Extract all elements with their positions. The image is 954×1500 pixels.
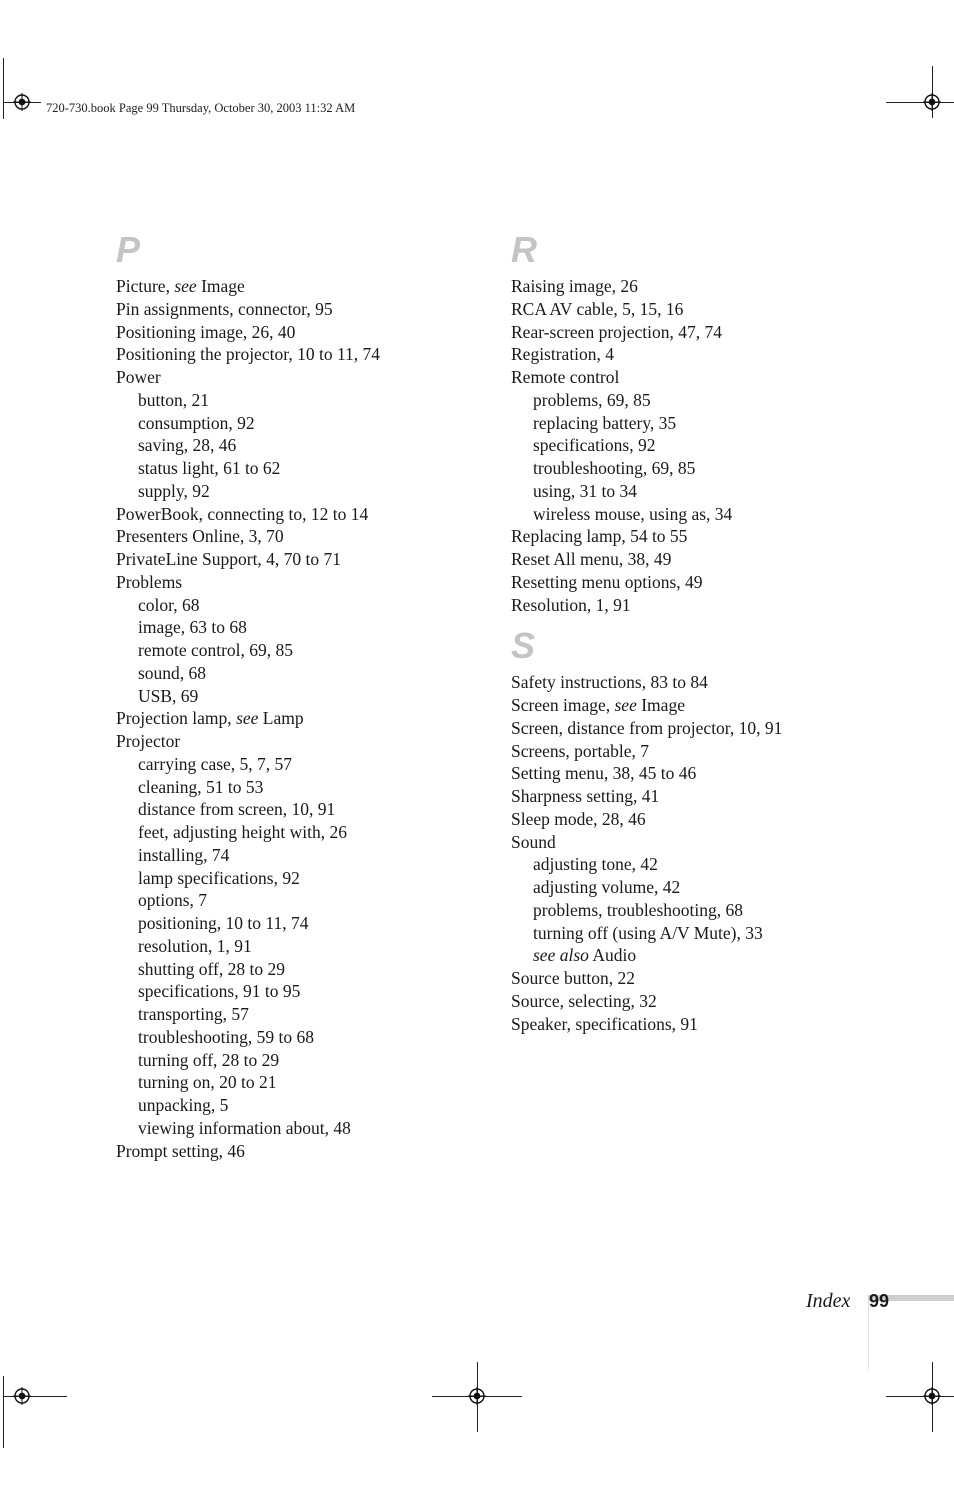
entry-text: options, 7: [138, 890, 208, 911]
index-subentry: [116, 1026, 496, 1049]
entry-text: specifications, 91 to 95: [138, 981, 301, 1002]
index-entry: [511, 990, 931, 1013]
index-entry: [116, 366, 496, 389]
entry-text: Pin assignments, connector, 95: [116, 298, 333, 319]
index-subentry: [116, 662, 496, 685]
index-subentry: [511, 503, 931, 526]
print-slug: 720-730.book Page 99 Thursday, October 30, 2003 11:32 AM: [46, 101, 356, 115]
entry-text: lamp specifications, 92: [138, 867, 300, 888]
section-letter: R: [511, 229, 537, 270]
index-entry: [511, 694, 931, 717]
entry-text: RCA AV cable, 5, 15, 16: [511, 298, 684, 319]
crosshair-icon: [13, 93, 31, 111]
index-entry: [511, 740, 931, 763]
index-entry: [116, 525, 496, 548]
entry-text: PowerBook, connecting to, 12 to 14: [116, 503, 369, 524]
cross-reference-target: Lamp: [258, 708, 304, 729]
entry-text: distance from screen, 10, 91: [138, 799, 336, 820]
index-entry: [511, 785, 931, 808]
crosshair-icon: [468, 1387, 486, 1405]
index-entry: [511, 1013, 931, 1036]
index-subentry: [511, 412, 931, 435]
entry-text: wireless mouse, using as, 34: [533, 503, 733, 524]
section-gap: [511, 616, 931, 624]
entry-text: Positioning the projector, 10 to 11, 74: [116, 344, 381, 365]
index-subentry: [116, 980, 496, 1003]
index-entry: [511, 298, 931, 321]
entry-text: supply, 92: [138, 480, 210, 501]
entry-text: problems, troubleshooting, 68: [533, 899, 743, 920]
index-entry: [511, 671, 931, 694]
index-entry: [116, 730, 496, 753]
index-subentry: [116, 844, 496, 867]
index-column-left: [116, 228, 496, 1162]
index-entry: [511, 831, 931, 854]
entry-text: Screen image,: [511, 695, 615, 715]
entry-text: Screen, distance from projector, 10, 91: [511, 717, 783, 738]
index-subentry: [116, 389, 496, 412]
entry-text: carrying case, 5, 7, 57: [138, 753, 293, 774]
entry-text: Sleep mode, 28, 46: [511, 808, 646, 829]
entry-text: Picture,: [116, 276, 175, 296]
entry-text: USB, 69: [138, 685, 199, 706]
index-entry: [116, 298, 496, 321]
index-entry: [116, 571, 496, 594]
entry-text: Registration, 4: [511, 344, 615, 365]
index-subentry: [116, 889, 496, 912]
crosshair-icon: [923, 93, 941, 111]
entry-text: troubleshooting, 59 to 68: [138, 1026, 314, 1047]
entry-text: saving, 28, 46: [138, 435, 237, 456]
entry-text: turning off, 28 to 29: [138, 1049, 280, 1070]
index-subentry: [116, 594, 496, 617]
index-subentry: [511, 899, 931, 922]
index-subentry: [116, 616, 496, 639]
index-entry: [511, 762, 931, 785]
index-subentry: [116, 1071, 496, 1094]
index-entry: [116, 343, 496, 366]
crosshair-icon: [923, 1387, 941, 1405]
entry-text: Source button, 22: [511, 968, 635, 988]
index-entry-list: [116, 275, 496, 1162]
index-subentry: [511, 389, 931, 412]
index-subentry: [116, 685, 496, 708]
index-subentry: [116, 753, 496, 776]
index-entry: [116, 503, 496, 526]
entry-text: positioning, 10 to 11, 74: [138, 913, 309, 933]
entry-text: unpacking, 5: [138, 1095, 229, 1115]
footer-section-name: Index: [806, 1290, 851, 1312]
entry-text: Problems: [116, 571, 183, 592]
entry-text: Speaker, specifications, 91: [511, 1013, 698, 1034]
index-subentry: [116, 639, 496, 662]
entry-text: Safety instructions, 83 to 84: [511, 672, 708, 693]
entry-text: consumption, 92: [138, 412, 255, 433]
entry-text: status light, 61 to 62: [138, 458, 281, 478]
entry-text: Remote control: [511, 367, 620, 387]
entry-text: installing, 74: [138, 844, 230, 865]
index-subentry: [116, 1117, 496, 1140]
entry-text: Projector: [116, 731, 181, 751]
entry-text: Rear-screen projection, 47, 74: [511, 321, 723, 342]
entry-text: resolution, 1, 91: [138, 935, 252, 956]
index-subentry: [116, 912, 496, 935]
entry-text: Positioning image, 26, 40: [116, 321, 296, 342]
entry-text: button, 21: [138, 389, 209, 410]
index-entry: [116, 321, 496, 344]
page-number: 99: [869, 1291, 890, 1311]
entry-text: Setting menu, 38, 45 to 46: [511, 763, 697, 784]
index-entry: [116, 275, 496, 298]
cross-reference-term: see also: [533, 945, 589, 966]
index-entry: [511, 717, 931, 740]
index-entry: [511, 525, 931, 548]
index-entry: [511, 548, 931, 571]
index-column-right: [511, 228, 931, 1035]
entry-text: image, 63 to 68: [138, 617, 247, 638]
index-subentry: [116, 935, 496, 958]
cross-reference-term: see: [174, 276, 197, 296]
entry-text: using, 31 to 34: [533, 480, 638, 501]
entry-text: cleaning, 51 to 53: [138, 776, 264, 797]
index-subentry: [116, 1003, 496, 1026]
index-entry-list: [511, 671, 931, 1035]
index-subentry: [511, 876, 931, 899]
section-letter: P: [116, 229, 141, 270]
entry-text: adjusting volume, 42: [533, 877, 681, 897]
cross-reference-term: see: [614, 695, 637, 715]
entry-text: shutting off, 28 to 29: [138, 958, 285, 979]
entry-text: Prompt setting, 46: [116, 1140, 245, 1161]
entry-text: Resetting menu options, 49: [511, 571, 703, 592]
entry-text: problems, 69, 85: [533, 389, 651, 410]
index-subentry: [116, 1094, 496, 1117]
section-letter: S: [511, 625, 536, 667]
entry-text: turning on, 20 to 21: [138, 1072, 277, 1093]
entry-text: viewing information about, 48: [138, 1117, 351, 1138]
entry-text: Source, selecting, 32: [511, 990, 657, 1011]
index-entry: [116, 707, 496, 730]
crosshair-icon: [13, 1387, 31, 1405]
entry-text: turning off (using A/V Mute), 33: [533, 922, 763, 943]
entry-text: Power: [116, 367, 161, 387]
index-subentry: [511, 944, 931, 967]
index-subentry: [116, 821, 496, 844]
entry-text: Resolution, 1, 91: [511, 594, 631, 615]
entry-text: Raising image, 26: [511, 276, 638, 296]
entry-text: Reset All menu, 38, 49: [511, 549, 672, 569]
index-entry-list: [511, 275, 931, 616]
index-entry: [511, 808, 931, 831]
entry-text: adjusting tone, 42: [533, 854, 658, 875]
entry-text: troubleshooting, 69, 85: [533, 458, 696, 478]
index-subentry: [511, 480, 931, 503]
index-subentry: [116, 412, 496, 435]
entry-text: specifications, 92: [533, 435, 656, 456]
entry-text: sound, 68: [138, 662, 207, 683]
entry-text: Projection lamp,: [116, 708, 237, 729]
index-entry: [511, 967, 931, 990]
index-entry: [511, 594, 931, 617]
cross-reference-target: Image: [196, 276, 245, 296]
entry-text: Sound: [511, 831, 556, 852]
index-entry: [511, 571, 931, 594]
index-entry: [511, 321, 931, 344]
index-entry: [511, 366, 931, 389]
index-subentry: [511, 853, 931, 876]
index-subentry: [116, 776, 496, 799]
index-subentry: [511, 922, 931, 945]
index-entry: [511, 343, 931, 366]
index-subentry: [116, 867, 496, 890]
entry-text: Sharpness setting, 41: [511, 786, 660, 806]
index-subentry: [116, 798, 496, 821]
index-subentry: [116, 457, 496, 480]
cross-reference-target: Image: [636, 695, 685, 715]
index-subentry: [116, 480, 496, 503]
entry-text: PrivateLine Support, 4, 70 to 71: [116, 549, 342, 569]
cross-reference-term: see: [236, 708, 259, 729]
entry-text: color, 68: [138, 594, 200, 615]
entry-text: replacing battery, 35: [533, 412, 677, 433]
entry-text: remote control, 69, 85: [138, 640, 294, 660]
index-subentry: [511, 457, 931, 480]
entry-text: feet, adjusting height with, 26: [138, 822, 347, 842]
index-entry: [116, 548, 496, 571]
entry-text: Presenters Online, 3, 70: [116, 526, 284, 547]
index-entry: [116, 1140, 496, 1163]
entry-text: transporting, 57: [138, 1004, 249, 1024]
cross-reference-target: Audio: [588, 945, 637, 966]
index-subentry: [116, 1049, 496, 1072]
index-subentry: [116, 434, 496, 457]
index-subentry: [511, 434, 931, 457]
entry-text: Replacing lamp, 54 to 55: [511, 526, 688, 547]
index-entry: [511, 275, 931, 298]
index-subentry: [116, 958, 496, 981]
entry-text: Screens, portable, 7: [511, 740, 650, 761]
